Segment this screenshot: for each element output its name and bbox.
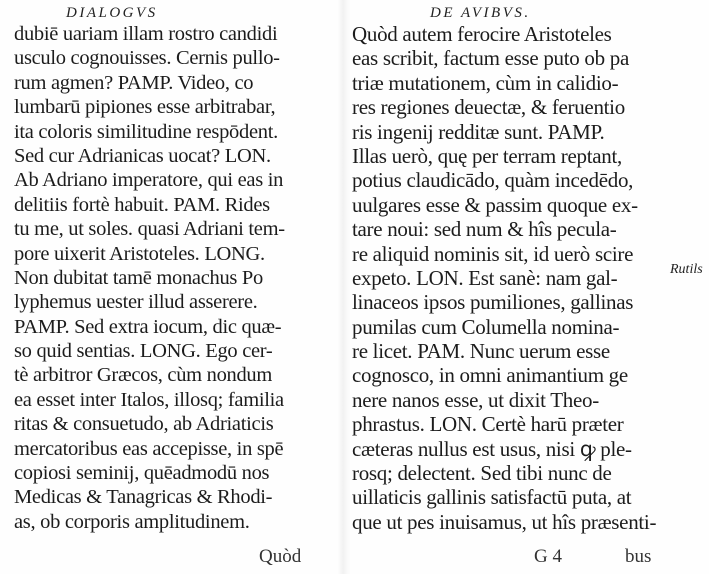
right-line: eas scribit, factum esse puto ob pa xyxy=(352,46,629,71)
left-line: ritas & consuetudo, ab Adriaticis xyxy=(14,413,274,436)
left-line: Medicas & Tanagricas & Rhodi- xyxy=(14,486,273,509)
left-line: as, ob corporis amplitudinem. xyxy=(14,510,250,533)
right-line: Quòd autem ferocire Aristoteles xyxy=(352,22,612,46)
right-line: que ut pes inuisamus, ut hîs præsenti- xyxy=(352,509,657,534)
left-line: dubiē uariam illam rostro candidi xyxy=(14,23,278,45)
left-line: Sed cur Adrianicas uocat? LON. xyxy=(14,144,271,167)
left-catchword: Quòd xyxy=(259,546,302,567)
left-line: copiosi seminij, quēadmodū nos xyxy=(14,462,270,485)
right-line: re licet. PAM. Nunc uerum esse xyxy=(352,339,610,364)
right-line: cognosco, in omni animantium ge xyxy=(352,363,628,388)
right-line: nere nanos esse, ut dixit Theo- xyxy=(352,387,599,412)
right-line: cæteras nullus est usus, nisi ꝙ ple- xyxy=(352,436,632,461)
right-line: res regiones deuectæ, & feruentio xyxy=(352,95,625,120)
right-line: re aliquid nominis sit, id uerò scire xyxy=(352,241,634,266)
right-line: potius claudicādo, quàm incedēdo, xyxy=(352,168,634,193)
right-line: tare noui: sed num & hîs pecula- xyxy=(352,217,617,242)
left-line: delitiis fortè habuit. PAM. Rides xyxy=(14,193,270,216)
left-line: ita coloris similitudine respōdent. xyxy=(14,120,278,143)
right-running-head: DE AVIBVS. xyxy=(430,5,531,21)
left-line: pore uixerit Aristoteles. LONG. xyxy=(14,242,265,265)
left-line: PAMP. Sed extra iocum, dic quæ- xyxy=(14,315,282,338)
right-catchword: bus xyxy=(625,546,652,567)
left-line: lyphemus uester illud asserere. xyxy=(14,291,258,314)
right-line: expeto. LON. Est sanè: nam gal- xyxy=(352,265,618,290)
right-line: rosq; delectent. Sed tibi nunc de xyxy=(352,461,612,486)
left-line: usculo cognouisses. Cernis pullo- xyxy=(14,47,280,70)
right-line: pumilas cum Columella nomina- xyxy=(352,314,620,339)
left-line: mercatoribus eas accepisse, in spē xyxy=(14,437,284,460)
right-line: uulgares esse & passim quoque ex- xyxy=(352,192,638,217)
left-line: ea esset inter Italos, illosq; familia xyxy=(14,388,284,411)
right-line: uillaticis gallinis satisfactū puta, at xyxy=(352,485,632,510)
left-line: so quid sentias. LONG. Ego cer- xyxy=(14,340,273,363)
left-line: Non dubitat tamē monachus Po xyxy=(14,266,263,289)
left-running-head: DIALOGVS xyxy=(66,5,158,21)
right-line: phrastus. LON. Certè harū præter xyxy=(352,412,624,437)
right-line: linaceos ipsos pumiliones, gallinas xyxy=(352,290,634,315)
right-line: triæ mutationem, cùm in calidio- xyxy=(352,70,619,95)
right-text-block xyxy=(352,22,656,534)
right-line: Illas uerò, quę per terram reptant, xyxy=(352,143,622,168)
signature-mark: G 4 xyxy=(534,546,562,567)
left-line: rum agmen? PAMP. Video, co xyxy=(14,71,254,94)
left-line: lumbarū pipiones esse arbitrabar, xyxy=(14,96,276,119)
right-line: ris ingenij redditæ sunt. PAMP. xyxy=(352,119,605,144)
book-gutter xyxy=(337,0,351,574)
left-text-block xyxy=(14,22,285,534)
left-line: tè arbitror Græcos, cùm nondum xyxy=(14,364,273,387)
left-line: Ab Adriano imperatore, qui eas in xyxy=(14,169,284,192)
margin-note: Rutils xyxy=(670,262,703,277)
left-line: tu me, ut soles. quasi Adriani tem- xyxy=(14,218,285,241)
